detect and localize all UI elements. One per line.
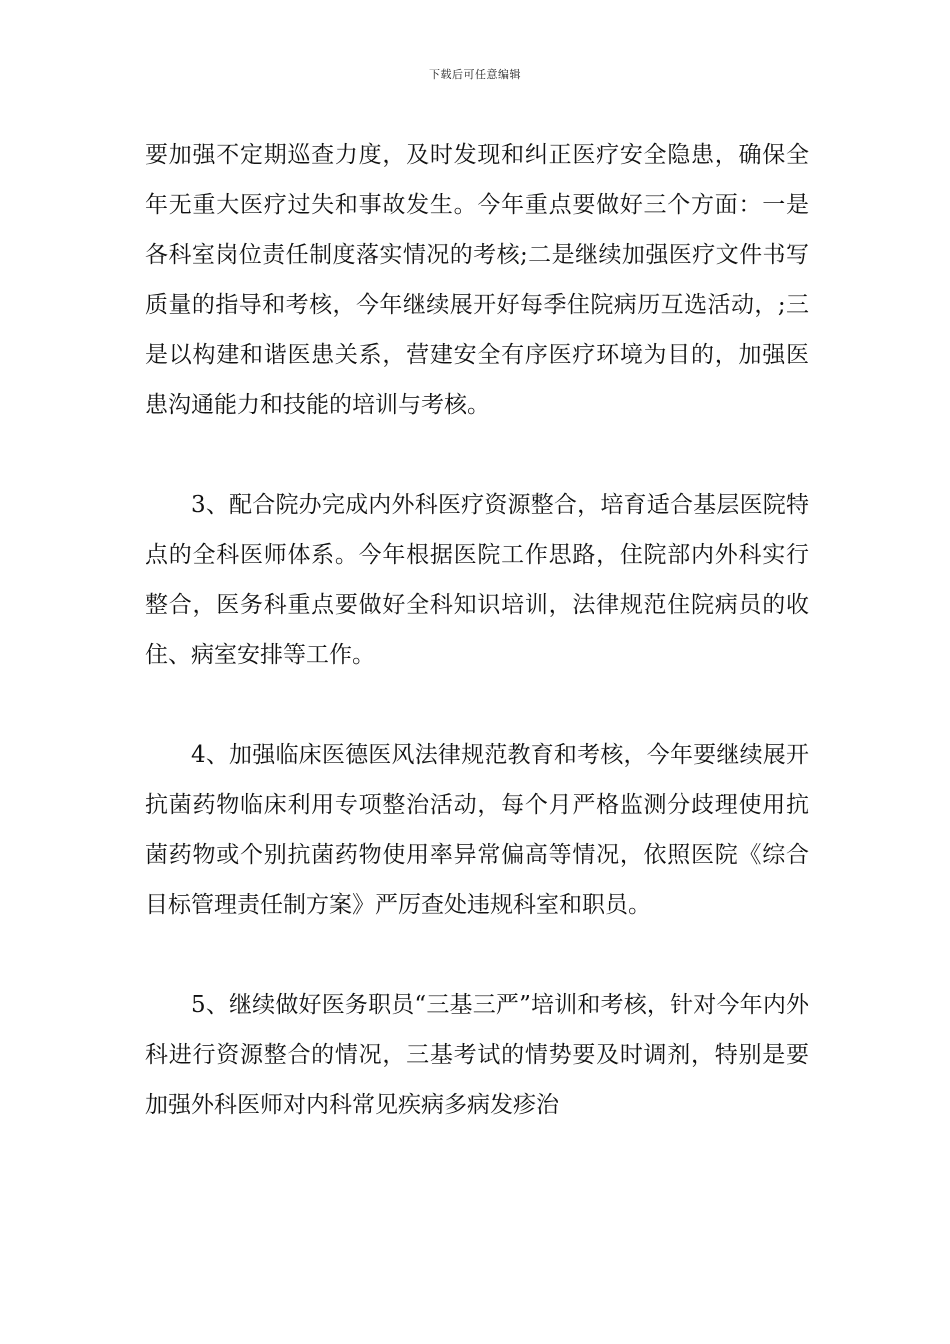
paragraph-item-4: 4、加强临床医德医风法律规范教育和考核，今年要继续展开抗菌药物临床利用专项整治活动，每个月严格监测分歧理使用抗菌药物或个别抗菌药物使用率异常偏高等情况，依照医院《综合目标管理责任制方案》严厉查处违规科室和职员。	[145, 742, 809, 918]
page-header: 下载后可任意编辑	[429, 68, 521, 81]
paragraph-continuation: 要加强不定期巡查力度，及时发现和纠正医疗安全隐患，确保全年无重大医疗过失和事故发生。今年重点要做好三个方面：一是各科室岗位责任制度落实情况的考核;二是继续加强医疗文件书写质量的指导和考核，今年继续展开好每季住院病历互选活动，;三是以构建和谐医患关系，营建安全有序医疗环境为目的，加强医患沟通能力和技能的培训与考核。	[145, 142, 809, 418]
paragraph-item-5: 5、继续做好医务职员“三基三严”培训和考核，针对今年内外科进行资源整合的情况，三基考试的情势要及时调剂，特别是要加强外科医师对内科常见疾病多病发疹治	[145, 992, 809, 1118]
paragraph-item-3: 3、配合院办完成内外科医疗资源整合，培育适合基层医院特点的全科医师体系。今年根据医院工作思路，住院部内外科实行整合，医务科重点要做好全科知识培训，法律规范住院病员的收住、病室安排等工作。	[145, 492, 809, 668]
document-body	[145, 130, 809, 1130]
